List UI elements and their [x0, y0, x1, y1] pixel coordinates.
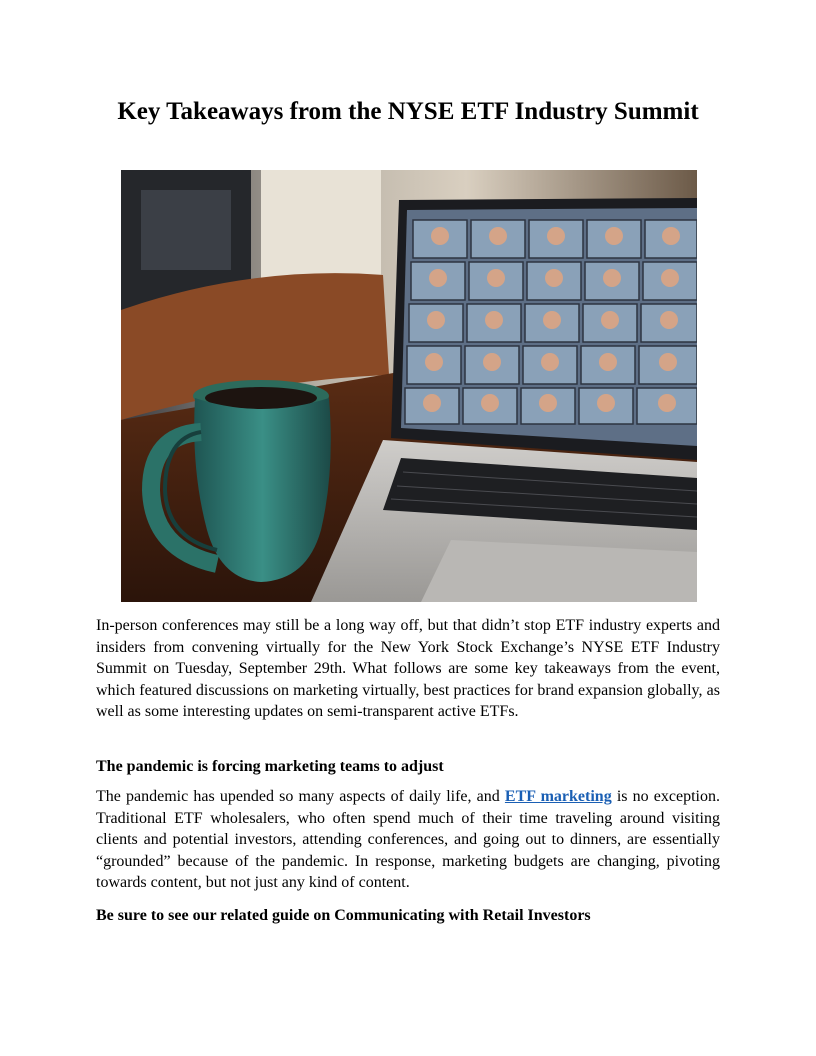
related-guide-heading: Be sure to see our related guide on Communicating with Retail Investors [96, 907, 591, 924]
intro-paragraph: In-person conferences may still be a long way off, but that didn’t stop ETF industry experts and insiders from convening virtually for the New York Stock Exchange’s NYSE ETF Industry Summit on Tuesday, September 29th. What follows are some key takeaways from the event, which featured discussions on marketing virtually, best practices for brand expansion globally, as well as some interesting updates on semi-transparent active ETFs. [96, 617, 720, 721]
marketing-paragraph-text-end: is no exception. Traditional ETF wholesalers, who often spend much of their time traveling around visiting clients and potential investors, attending conferences, and going out to dinners, are essentially “grounded” because of the pandemic. In response, marketing budgets are changing, pivoting towards content, but not just any kind of content. [96, 788, 721, 892]
marketing-paragraph-text-start: The pandemic has upended so many aspects of daily life, and [96, 788, 505, 805]
etf-marketing-link[interactable]: ETF marketing [504, 788, 612, 805]
hero-photo [121, 170, 697, 602]
marketing-paragraph [96, 786, 720, 894]
laptop-video-call-with-mug-photo [121, 170, 697, 602]
section-heading-marketing: The pandemic is forcing marketing teams to adjust [96, 758, 444, 775]
page-title: Key Takeaways from the NYSE ETF Industry Summit [117, 98, 699, 125]
